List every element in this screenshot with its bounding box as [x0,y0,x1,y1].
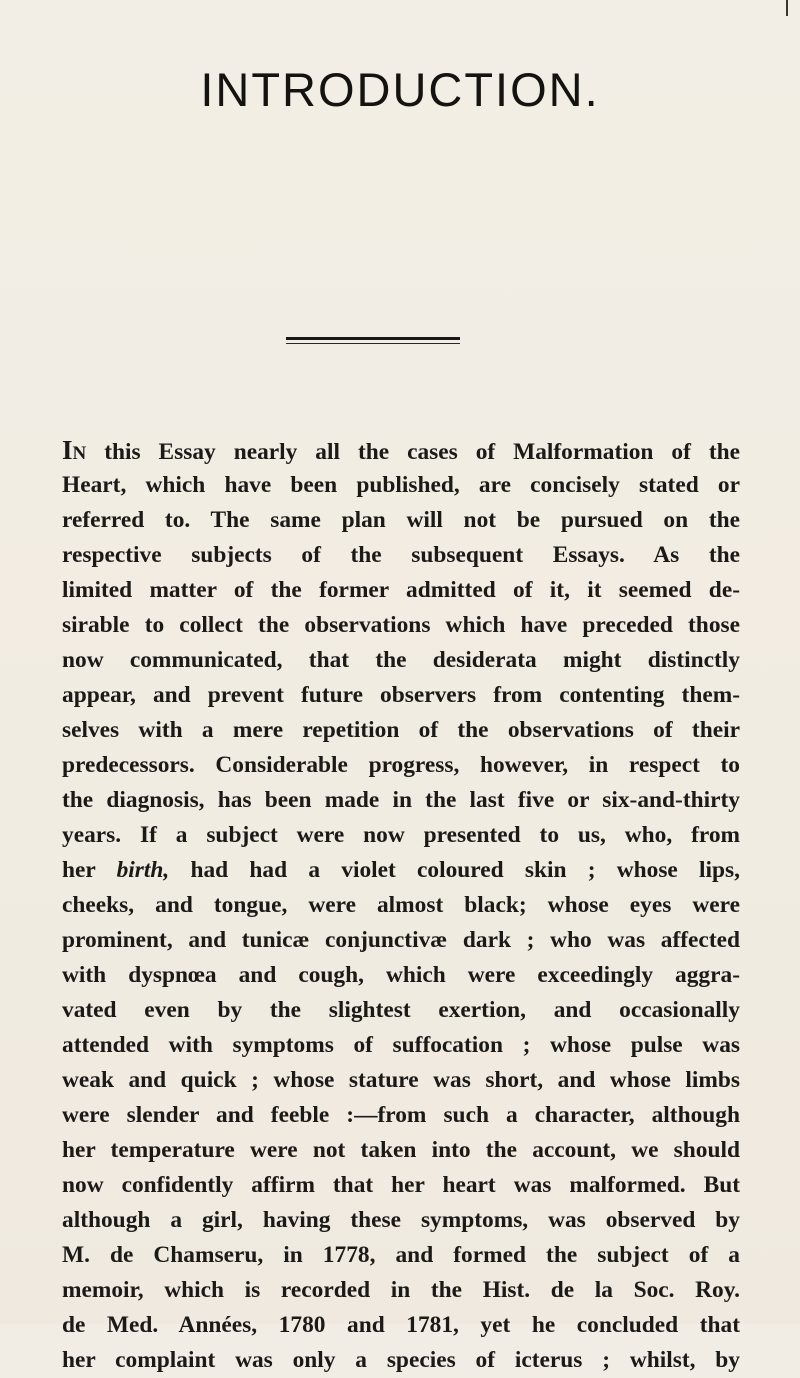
text-line: her complaint was only a species of icterus ; whilst, by [62,1347,740,1373]
text-line: sirable to collect the observations which have preceded those [62,612,740,638]
page-title: INTRODUCTION. [200,63,600,116]
italic-word: birth, [116,857,170,883]
drop-cap: I [62,435,73,465]
body-paragraph [62,433,740,1378]
text-line: with dyspnœa and cough, which were exceedingly aggra- [62,962,740,988]
text-line: IN this Essay nearly all the cases of Malformation of the [62,435,740,465]
text-line: now confidently affirm that her heart was malformed. But [62,1172,740,1198]
text-line: Heart, which have been published, are concisely stated or [62,472,740,498]
text-line: predecessors. Considerable progress, however, in respect to [62,752,740,778]
title-rule-thin [286,343,460,344]
text-line: her temperature were not taken into the account, we should [62,1137,740,1163]
text-line: weak and quick ; whose stature was short, and whose limbs [62,1067,740,1093]
small-caps: N [72,443,87,464]
text-line: de Med. Années, 1780 and 1781, yet he concluded that [62,1312,740,1338]
text-line: limited matter of the former admitted of it, it seemed de- [62,577,740,603]
page-edge-mark [786,0,788,16]
text-line: memoir, which is recorded in the Hist. de la Soc. Roy. [62,1277,740,1303]
text-line: attended with symptoms of suffocation ; whose pulse was [62,1032,740,1058]
text-line: her birth, had had a violet coloured skin ; whose lips, [62,857,740,883]
text-line: prominent, and tunicæ conjunctivæ dark ; who was affected [62,927,740,953]
text-line: years. If a subject were now presented to us, who, from [62,822,740,848]
text-line: referred to. The same plan will not be pursued on the [62,507,740,533]
text-line: the diagnosis, has been made in the last five or six-and-thirty [62,787,740,813]
text-line: respective subjects of the subsequent Essays. As the [62,542,740,568]
title-rule-thick [286,337,460,340]
text-line: were slender and feeble :—from such a character, although [62,1102,740,1128]
text-line: although a girl, having these symptoms, was observed by [62,1207,740,1233]
text-line: selves with a mere repetition of the observations of their [62,717,740,743]
text-line: vated even by the slightest exertion, and occasionally [62,997,740,1023]
text-line: now communicated, that the desiderata might distinctly [62,647,740,673]
text-line: appear, and prevent future observers from contenting them- [62,682,740,708]
text-line: M. de Chamseru, in 1778, and formed the subject of a [62,1242,740,1268]
text-line: cheeks, and tongue, were almost black; whose eyes were [62,892,740,918]
